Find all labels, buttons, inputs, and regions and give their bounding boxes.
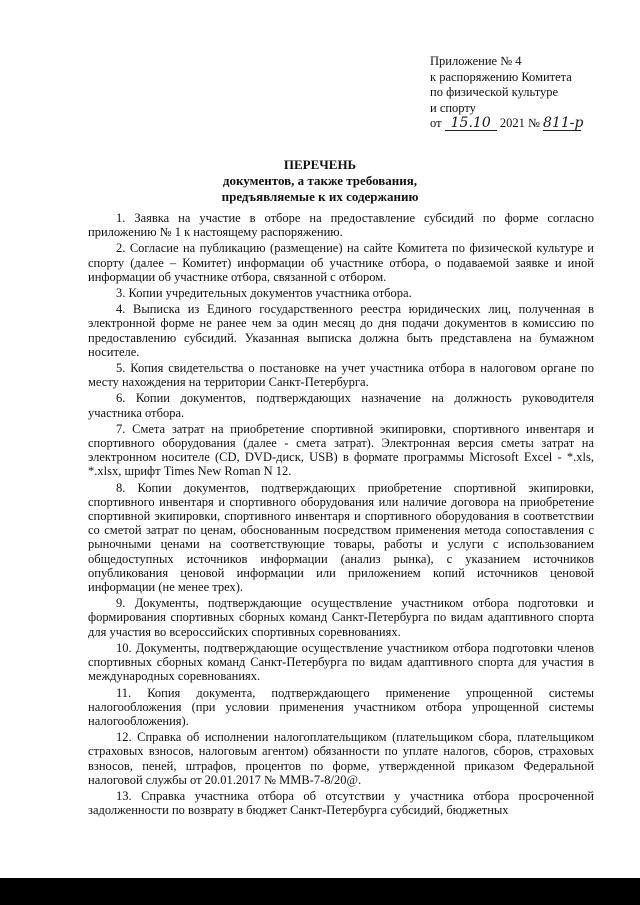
list-item: 8. Копии документов, подтверждающих приобретение спортивной экипировки, спортивного инвентаря и спортивного оборудования или наличие договора на приобретение спортивной экипировки, спортивного инвентаря и спортивного оборудования в соответствии со сметой затрат по ценам, обоснованным посредством применения метода сопоставления с рыночными ценами на соответствующие товары, работы и услуги с использованием общедоступных источников информации (анализ рынка), с указанием источников опубликования ценовой информации или приложением копий источников ценовой информации (не менее трех).	[88, 480, 594, 595]
list-item: 2. Согласие на публикацию (размещение) на сайте Комитета по физической культуре и спорту (далее – Комитет) информации об участнике отбора, о подаваемой заявке и иной информации об участнике отбора, связанной с отбором.	[88, 241, 594, 284]
list-item: 12. Справка об исполнении налогоплательщиком (плательщиком сбора, плательщиком страховых взносов, налоговым агентом) обязанности по уплате налогов, сборов, страховых взносов, пеней, штрафов, процентов по форме, утвержденной приказом Федеральной налоговой службы от 20.01.2017 № ММВ-7-8/20@.	[88, 730, 594, 787]
number-prefix: №	[527, 116, 540, 131]
list-item: 6. Копии документов, подтверждающих назначение на должность руководителя участника отбора.	[88, 391, 594, 420]
list-item: 13. Справка участника отбора об отсутствии у участника отбора просроченной задолженности по возврату в бюджет Санкт-Петербурга субсидий, бюджетных	[88, 788, 594, 818]
appendix-line-2: к распоряжению Комитета	[430, 69, 572, 84]
document-title	[0, 157, 640, 205]
appendix-line-4: и спорту	[430, 100, 476, 115]
handwritten-number: 811-р	[543, 115, 584, 132]
handwritten-date: 15.10	[445, 116, 497, 131]
list-item: 9. Документы, подтверждающие осуществление участником отбора подготовки и формирования спортивных сборных команд Санкт-Петербурга по видам адаптивного спорта для участия во всероссийских спортивных соревнованиях.	[88, 596, 594, 639]
list-item: 11. Копия документа, подтверждающего применение упрощенной системы налогообложения (при условии применения участником отбора упрощенной системы налогообложения).	[88, 685, 594, 728]
scan-bottom-border	[0, 878, 640, 905]
title-line-2: документов, а также требования,	[222, 173, 418, 188]
list-item: 3. Копии учредительных документов участника отбора.	[116, 286, 412, 301]
list-item: 10. Документы, подтверждающие осуществление участником отбора подготовки членов спортивных сборных команд Санкт-Петербурга по видам адаптивного спорта для участия в международных соревнованиях.	[88, 640, 594, 684]
list-item: 1. Заявка на участие в отборе на предоставление субсидий по форме согласно приложению № 1 к настоящему распоряжению.	[88, 211, 594, 240]
date-prefix: от	[430, 116, 442, 131]
list-item: 7. Смета затрат на приобретение спортивной экипировки, спортивного инвентаря и спортивного оборудования (далее - смета затрат). Электронная версия сметы затрат на электронном носителе (CD, DVD-диск, USB) в формате программы Microsoft Excel - *.xls, *.xlsx, шрифт Times New Roman N 12.	[88, 421, 594, 479]
appendix-year: 2021	[499, 116, 525, 131]
title-line-1: ПЕРЕЧЕНЬ	[283, 157, 357, 172]
document-body	[88, 211, 594, 819]
list-item: 5. Копия свидетельства о постановке на учет участника отбора в налоговом органе по месту нахождения на территории Санкт-Петербурга.	[88, 361, 594, 390]
appendix-line-3: по физической культуре	[430, 85, 559, 100]
appendix-date-line	[430, 115, 584, 132]
list-item: 4. Выписка из Единого государственного реестра юридических лиц, полученная в электронной форме не ранее чем за один месяц до дня подачи документов в комиссию по предоставлению субсидий. Указанная выписка должна быть представлена на бумажном носителе.	[88, 302, 594, 359]
appendix-block	[430, 54, 584, 132]
title-line-3: предъявляемые к их содержанию	[221, 189, 419, 204]
appendix-line-1: Приложение № 4	[430, 54, 522, 68]
